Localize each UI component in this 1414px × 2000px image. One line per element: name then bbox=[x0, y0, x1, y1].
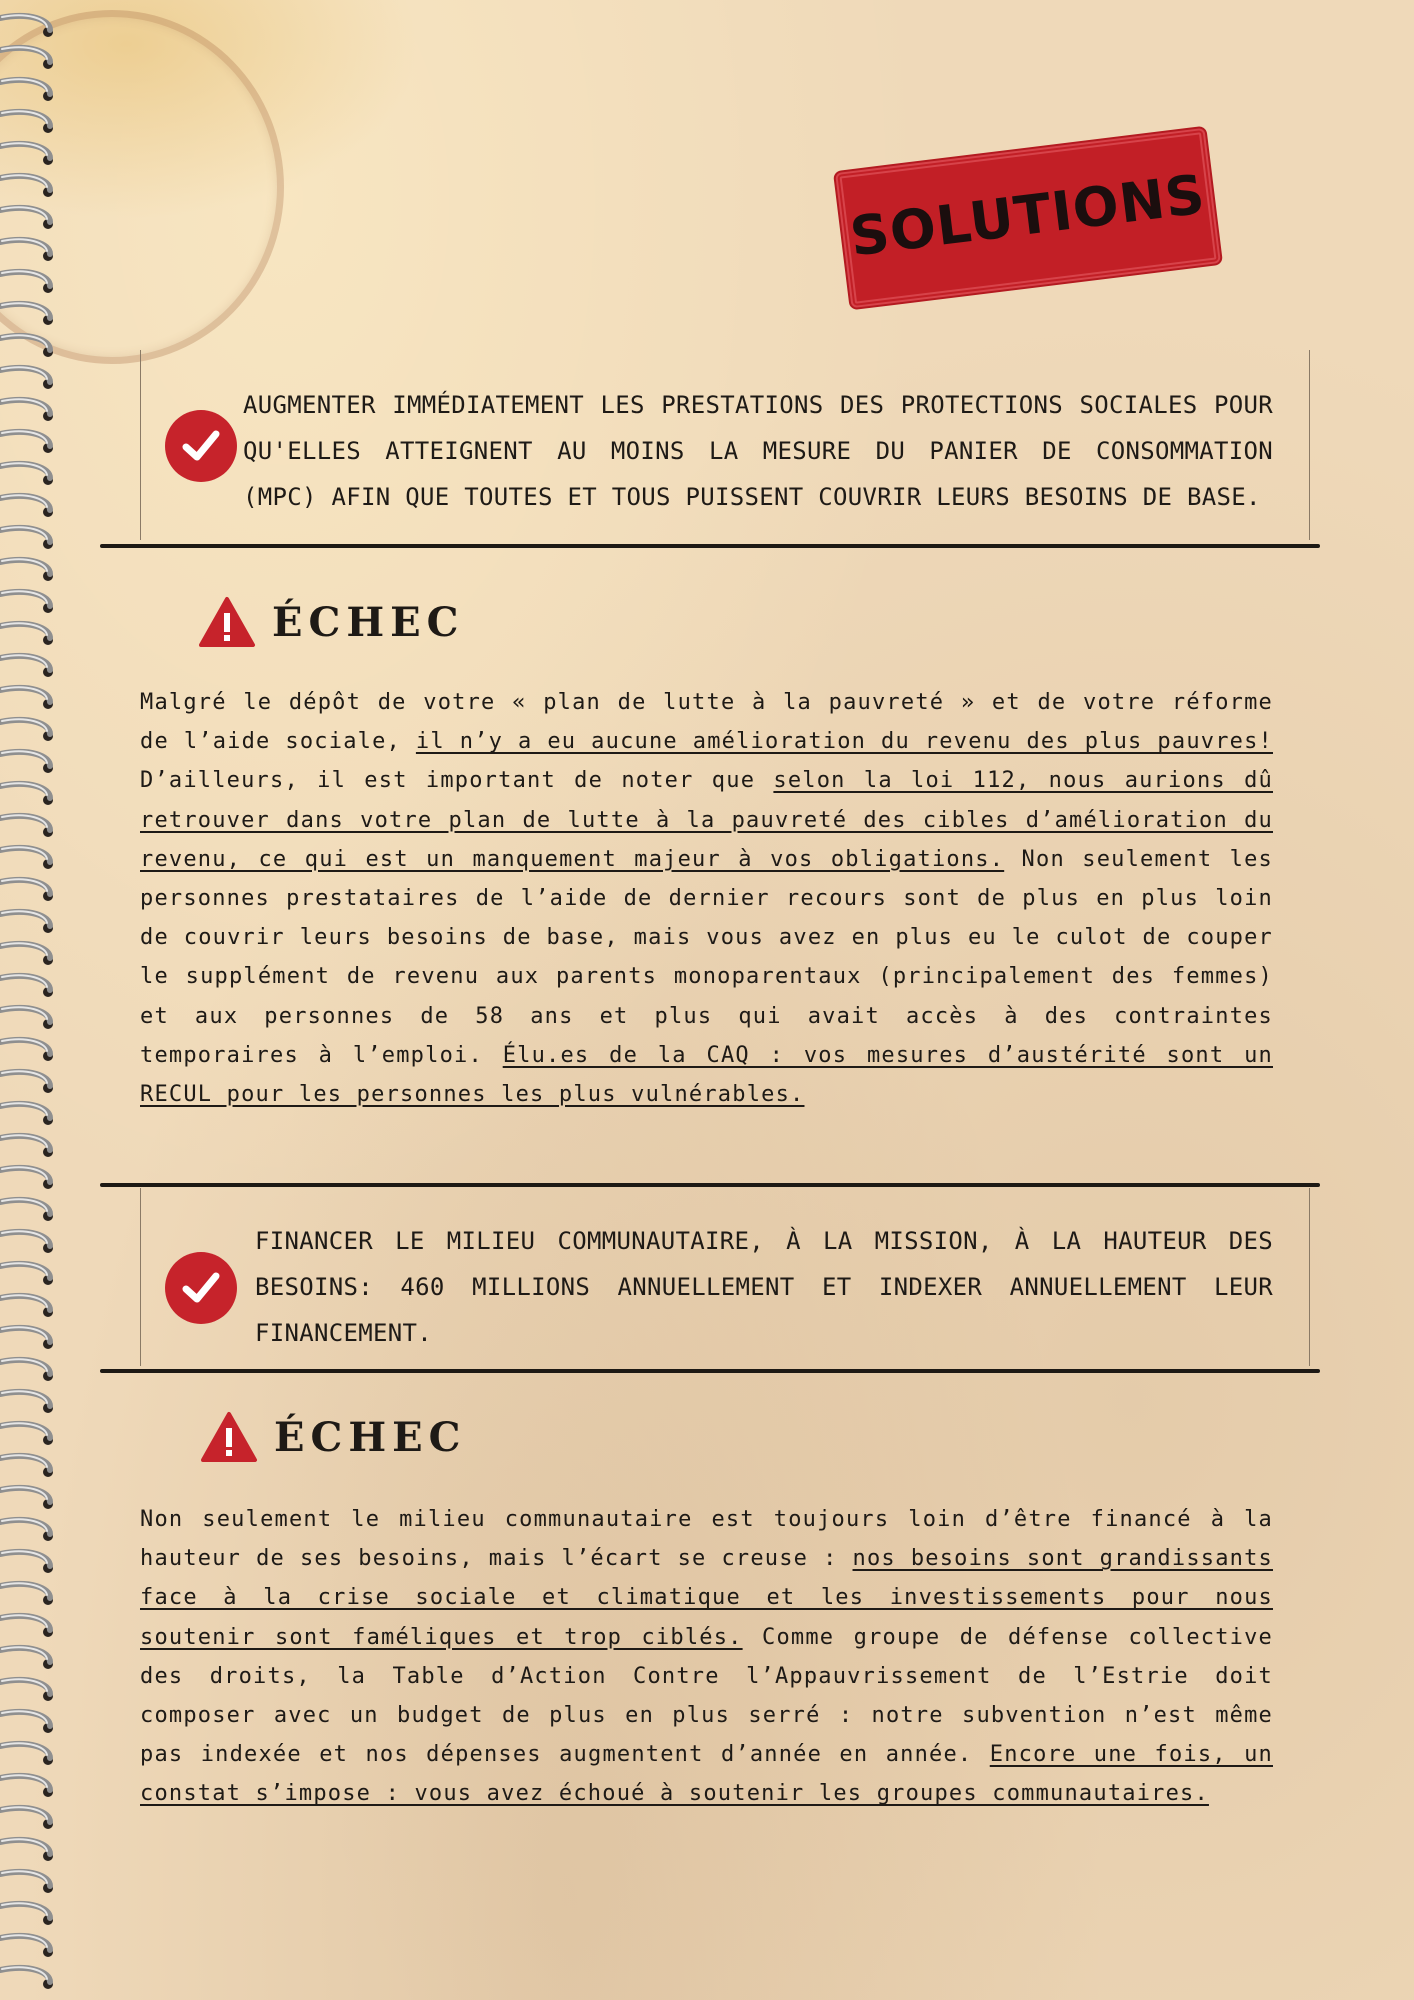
spiral-ring bbox=[0, 368, 50, 382]
solution-2-text: FINANCER LE MILIEU COMMUNAUTAIRE, À LA MISSION, À LA HAUTEUR DES BESOINS: 460 MILLIONS ANNUELLEMENT ET INDEXER ANNUELLEMENT LEUR FINANCEMENT. bbox=[255, 1227, 1273, 1347]
spiral-ring bbox=[0, 432, 50, 446]
spiral-ring bbox=[0, 752, 50, 766]
spiral-ring bbox=[0, 144, 50, 158]
echec-heading-2-label: ÉCHEC bbox=[274, 1413, 467, 1461]
spiral-ring bbox=[0, 592, 50, 606]
spiral-ring bbox=[0, 720, 50, 734]
spiral-ring bbox=[0, 1552, 50, 1566]
spiral-ring bbox=[0, 1808, 50, 1822]
spiral-ring bbox=[0, 1072, 50, 1086]
spiral-ring bbox=[0, 400, 50, 414]
spiral-ring bbox=[0, 1840, 50, 1854]
spiral-ring bbox=[0, 816, 50, 830]
check-circle-icon bbox=[165, 1252, 237, 1324]
spiral-ring bbox=[0, 1648, 50, 1662]
solution-box-1-bottom-rule bbox=[100, 544, 1320, 548]
spiral-ring bbox=[0, 880, 50, 894]
spiral-ring bbox=[0, 496, 50, 510]
echec-1-paragraph bbox=[140, 683, 1273, 1114]
spiral-ring bbox=[0, 1456, 50, 1470]
spiral-ring bbox=[0, 336, 50, 350]
spiral-ring bbox=[0, 464, 50, 478]
spiral-ring bbox=[0, 1904, 50, 1918]
spiral-ring bbox=[0, 1040, 50, 1054]
underlined-text-segment: nos besoins sont grandissants face à la crise sociale et climatique et les investissements pour nous soutenir sont faméliques et trop ciblés. bbox=[140, 1546, 1273, 1650]
spiral-ring bbox=[0, 112, 50, 126]
spiral-ring bbox=[0, 1360, 50, 1374]
spiral-ring bbox=[0, 1872, 50, 1886]
spiral-ring bbox=[0, 688, 50, 702]
spiral-ring bbox=[0, 1168, 50, 1182]
spiral-ring bbox=[0, 1424, 50, 1438]
spiral-ring bbox=[0, 912, 50, 926]
solution-1-text: AUGMENTER IMMÉDIATEMENT LES PRESTATIONS DES PROTECTIONS SOCIALES POUR QU'ELLES ATTEIGNENT AU MOINS LA MESURE DU PANIER DE CONSOMMATION (MPC) AFIN QUE TOUTES ET TOUS PUISSENT COUVRIR LEURS BESOINS DE BASE. bbox=[243, 391, 1273, 511]
spiral-ring bbox=[0, 80, 50, 94]
spiral-ring bbox=[0, 16, 50, 30]
spiral-ring bbox=[0, 1712, 50, 1726]
spiral-ring bbox=[0, 1136, 50, 1150]
spiral-binding bbox=[0, 0, 70, 2000]
spiral-ring bbox=[0, 1232, 50, 1246]
spiral-ring bbox=[0, 1104, 50, 1118]
text-segment: Non seulement les personnes prestataires de l’aide de dernier recours sont de plus en plus loin de couvrir leurs besoins de base, mais vous avez en plus eu le culot de couper le supplément de revenu aux parents monoparentaux (principalement des femmes) et aux personnes de 58 ans et plus qui avait accès à des contraintes temporaires à l’emploi. bbox=[140, 846, 1273, 1068]
underlined-text-segment: selon la loi 112, nous aurions dû retrouver dans votre plan de lutte à la pauvreté des cibles d’amélioration du revenu, ce qui est un manquement majeur à vos obligations. bbox=[140, 768, 1273, 872]
text-segment: Non seulement le milieu communautaire est toujours loin d’être financé à la hauteur de ses besoins, mais l’écart se creuse : bbox=[140, 1507, 1273, 1572]
spiral-ring bbox=[0, 784, 50, 798]
underlined-text-segment: il n’y a eu aucune amélioration du revenu des plus pauvres! bbox=[415, 729, 1273, 755]
text-segment: Comme groupe de défense collective des droits, la Table d’Action Contre l’Appauvrissement de l’Estrie doit composer avec un budget de plus en plus serré : notre subvention n’est même pas indexée et nos dépenses augmentent d’année en année. bbox=[140, 1624, 1273, 1768]
spiral-ring bbox=[0, 1008, 50, 1022]
echec-2-paragraph bbox=[140, 1500, 1273, 1814]
spiral-ring bbox=[0, 1328, 50, 1342]
spiral-ring bbox=[0, 1200, 50, 1214]
spiral-ring bbox=[0, 272, 50, 286]
echec-heading-1-label: ÉCHEC bbox=[272, 598, 465, 646]
spiral-ring bbox=[0, 304, 50, 318]
spiral-ring bbox=[0, 656, 50, 670]
spiral-ring bbox=[0, 208, 50, 222]
solution-box-2-bottom-rule bbox=[100, 1369, 1320, 1373]
spiral-ring bbox=[0, 1264, 50, 1278]
spiral-ring bbox=[0, 944, 50, 958]
text-segment: D’ailleurs, il est important de noter que bbox=[140, 768, 774, 794]
spiral-ring bbox=[0, 1776, 50, 1790]
solutions-stamp-label: SOLUTIONS bbox=[846, 162, 1209, 269]
spiral-ring bbox=[0, 1296, 50, 1310]
spiral-ring bbox=[0, 976, 50, 990]
spiral-ring bbox=[0, 1744, 50, 1758]
echec-heading-2 bbox=[200, 1411, 466, 1463]
warning-triangle-icon bbox=[200, 1411, 258, 1463]
spiral-ring bbox=[0, 1936, 50, 1950]
spiral-ring bbox=[0, 1488, 50, 1502]
spiral-ring bbox=[0, 560, 50, 574]
spiral-ring bbox=[0, 528, 50, 542]
spiral-ring bbox=[0, 1616, 50, 1630]
underlined-text-segment: Élu.es de la CAQ : vos mesures d’austérité sont un RECUL pour les personnes les plus vulnérables. bbox=[140, 1042, 1273, 1108]
solution-box-2-top-rule bbox=[100, 1183, 1320, 1187]
spiral-ring bbox=[0, 1584, 50, 1598]
spiral-ring bbox=[0, 624, 50, 638]
spiral-ring bbox=[0, 848, 50, 862]
underlined-text-segment: Encore une fois, un constat s’impose : vous avez échoué à soutenir les groupes communautaires. bbox=[140, 1742, 1273, 1807]
text-segment: Malgré le dépôt de votre « plan de lutte à la pauvreté » et de votre réforme de l’aide sociale, bbox=[140, 690, 1273, 755]
spiral-ring bbox=[0, 1392, 50, 1406]
warning-triangle-icon bbox=[198, 596, 256, 648]
echec-heading-1 bbox=[198, 596, 464, 648]
spiral-ring bbox=[0, 1968, 50, 1982]
spiral-ring bbox=[0, 176, 50, 190]
spiral-ring bbox=[0, 1520, 50, 1534]
spiral-ring bbox=[0, 1680, 50, 1694]
spiral-ring bbox=[0, 240, 50, 254]
spiral-ring bbox=[0, 48, 50, 62]
check-circle-icon bbox=[165, 410, 237, 482]
